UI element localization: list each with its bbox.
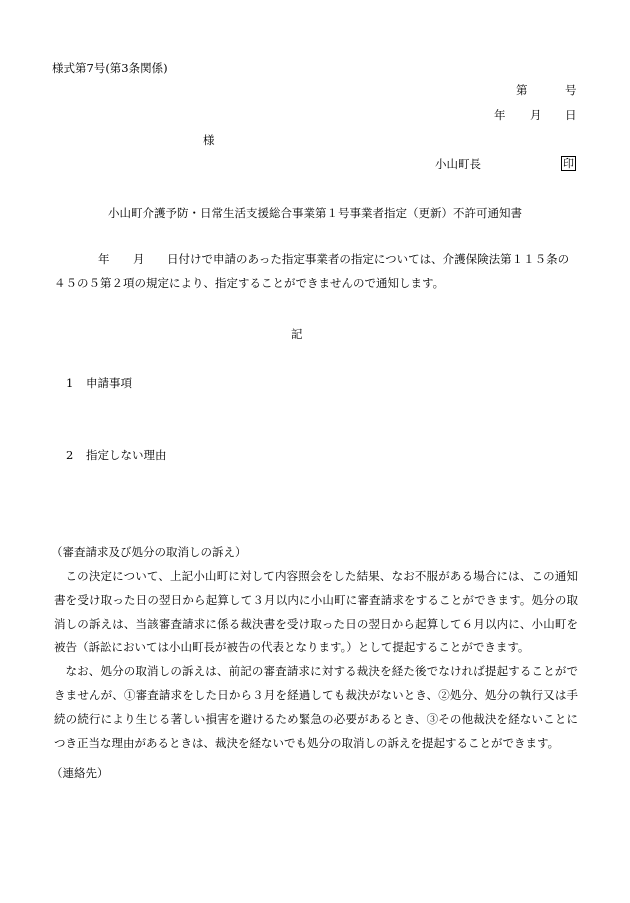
body-line2: ４５の５第２項の規定により、指定することができませんので通知します。 [54,276,445,290]
appeal-section [54,565,578,755]
appeal-paragraph-1: この決定について、上記小山町に対して内容照会をした結果、なお不服がある場合には、この通知書を受け取った日の翌日から起算して３月以内に小山町に審査請求をすることができます。処分の取消しの訴えは、当該審査請求に係る裁決書を受け取った日の翌日から起算して６月以内に、小山町を被告（訴訟においては小山町長が被告の代表となります。）として提起することができます。 [54,569,578,655]
appeal-heading: （審査請求及び処分の取消しの訴え） [51,545,247,559]
appeal-paragraph-2: なお、処分の取消しの訴えは、前記の審査請求に対する裁決を経た後でなければ提起することができませんが、①審査請求をした日から３月を経過しても裁決がないとき、②処分、処分の執行又は手続の続行により生じる著しい損害を避けるため緊急の必要があるとき、③その他裁決を経ないことにつき正当な理由があるときは、裁決を経ないでも処分の取消しの訴えを提起することができます。 [54,664,578,750]
item-2-number: 2 [66,448,74,462]
form-number: 様式第7号(第3条関係) [52,61,168,75]
item-2-label: 指定しない理由 [86,448,167,462]
item-1-label: 申請事項 [86,376,132,390]
addressee-suffix: 様 [203,133,215,147]
number-go: 号 [565,83,577,97]
item-1-number: 1 [66,376,74,390]
number-dai: 第 [516,83,528,97]
body-month: 月 [133,252,145,266]
date-year: 年 [494,108,506,122]
issuer-name: 小山町長 [435,157,481,171]
date-month: 月 [530,108,542,122]
body-year: 年 [98,252,110,266]
ki-mark: 記 [291,327,303,341]
body-line1: 日付けで申請のあった指定事業者の指定については、介護保険法第１１５条の [167,252,570,266]
seal-mark: 印 [563,157,574,170]
document-title: 小山町介護予防・日常生活支援総合事業第１号事業者指定（更新）不許可通知書 [108,206,522,220]
contact-heading: （連絡先） [51,766,109,780]
date-day: 日 [565,108,577,122]
